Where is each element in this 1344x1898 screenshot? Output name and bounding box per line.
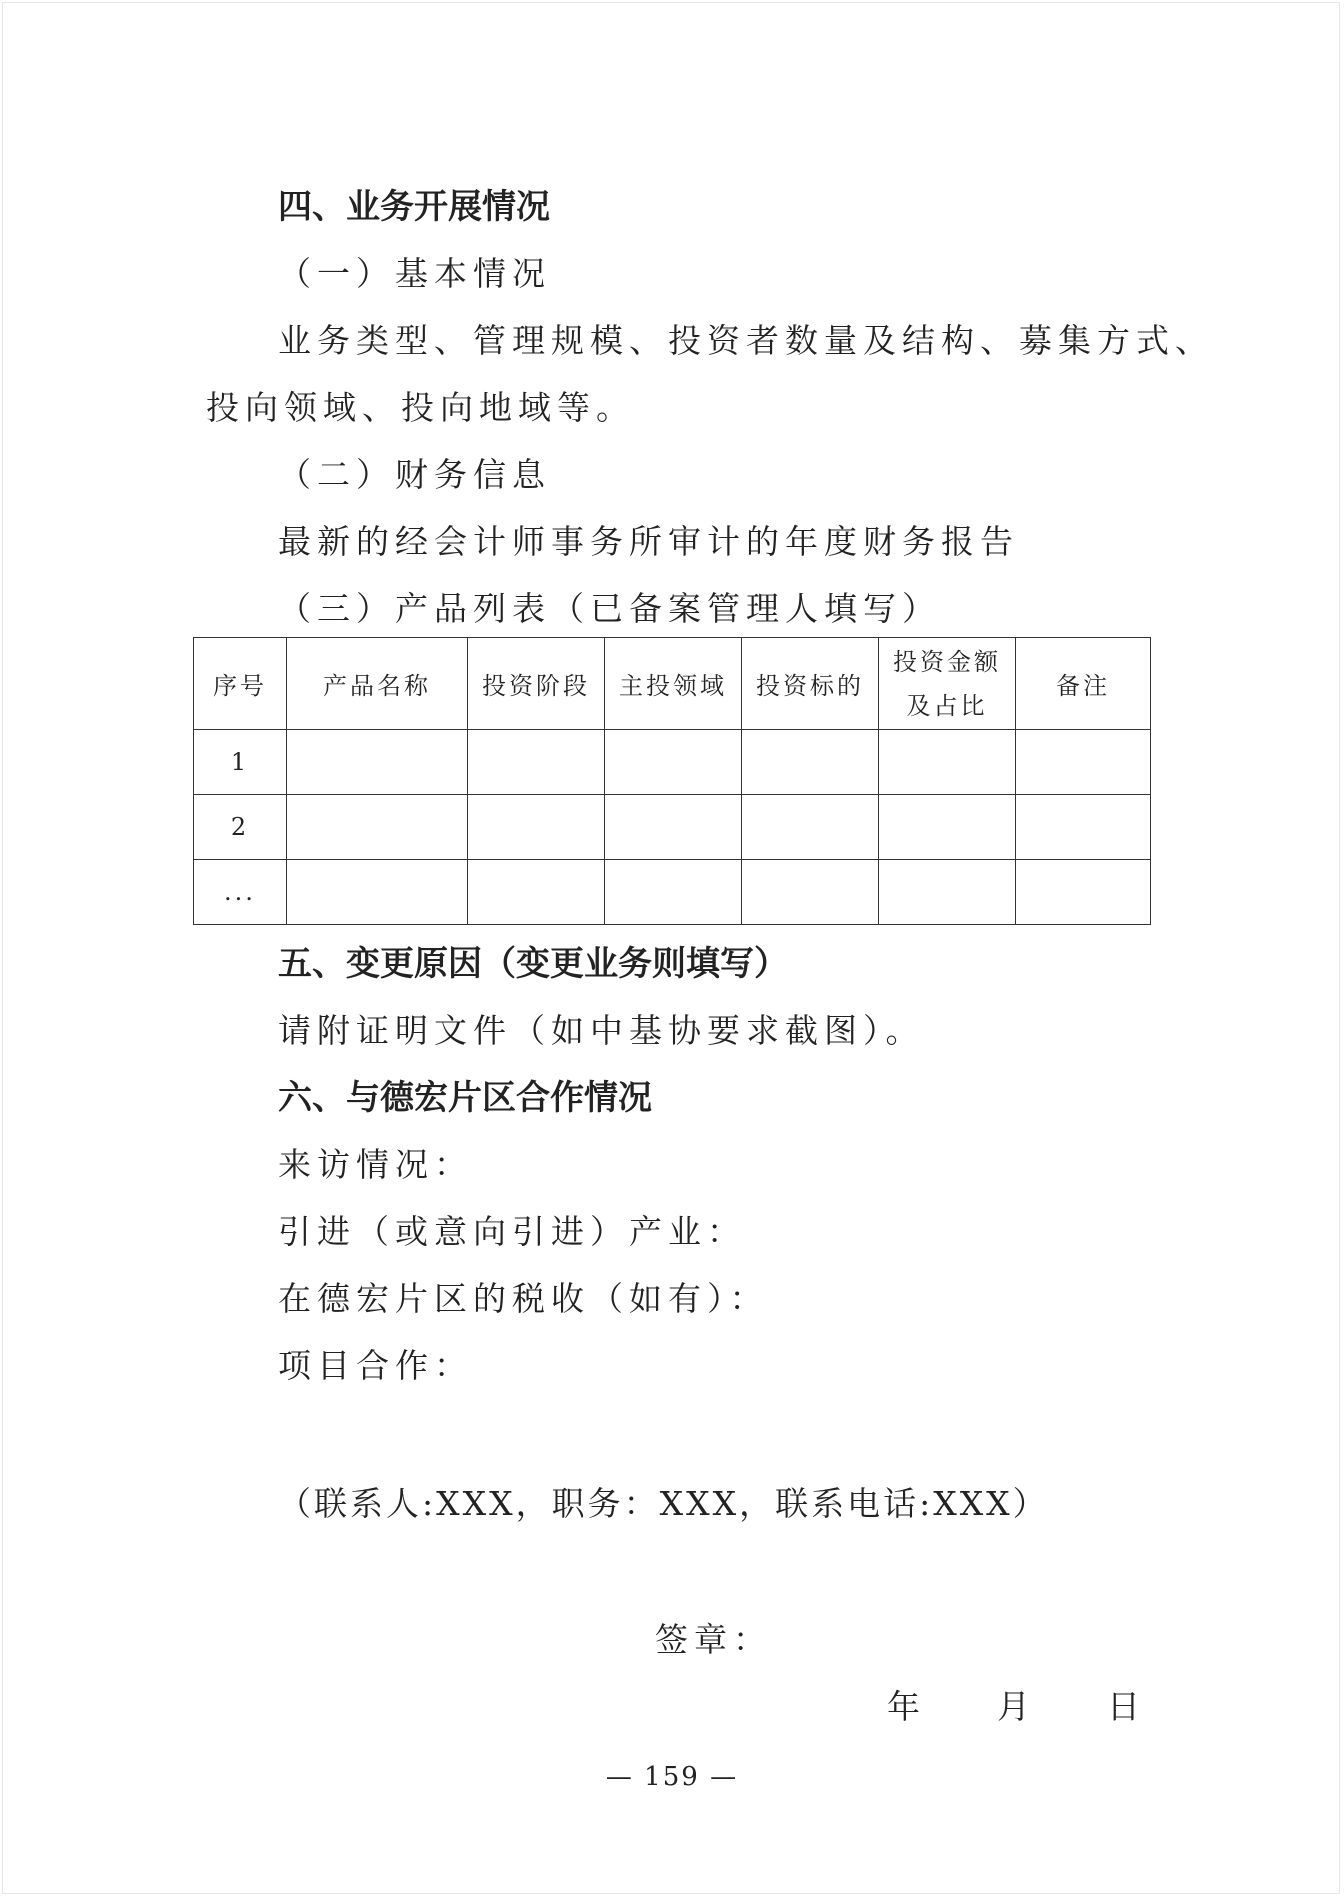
cell-main-field[interactable] — [605, 795, 742, 860]
section6-visits: 来访情况： — [278, 1145, 473, 1184]
cell-product-name[interactable] — [287, 860, 468, 925]
cell-investment-amount[interactable] — [879, 860, 1016, 925]
section4-sub2-title: （二）财务信息 — [278, 455, 551, 494]
date-year: 年 — [887, 1687, 926, 1726]
date-day: 日 — [1107, 1687, 1146, 1726]
table-row — [194, 730, 1151, 795]
table-row — [194, 860, 1151, 925]
header-investment-target: 投资标的 — [742, 638, 879, 730]
section4-sub1-text-line2: 投向领域、投向地域等。 — [206, 388, 635, 427]
row-index: 1 — [194, 730, 287, 795]
section4-title: 四、业务开展情况 — [278, 187, 550, 227]
cell-investment-target[interactable] — [742, 860, 879, 925]
section4-sub1-title: （一）基本情况 — [278, 254, 551, 293]
cell-remarks[interactable] — [1016, 860, 1151, 925]
section5-text: 请附证明文件（如中基协要求截图）。 — [278, 1011, 925, 1050]
cell-remarks[interactable] — [1016, 795, 1151, 860]
contact-info: （联系人:XXX，职务：XXX，联系电话:XXX） — [278, 1484, 1049, 1523]
header-amount-line1: 投资金额 — [893, 647, 1001, 676]
cell-investment-amount[interactable] — [879, 730, 1016, 795]
row-index: ... — [194, 860, 287, 925]
section6-industry: 引进（或意向引进）产业： — [278, 1212, 746, 1251]
row-index: 2 — [194, 795, 287, 860]
cell-remarks[interactable] — [1016, 730, 1151, 795]
header-investment-stage: 投资阶段 — [468, 638, 605, 730]
section6-tax: 在德宏片区的税收（如有）： — [278, 1279, 769, 1318]
section5-title: 五、变更原因（变更业务则填写） — [278, 944, 788, 984]
header-main-field: 主投领域 — [605, 638, 742, 730]
section4-sub1-text-line1: 业务类型、管理规模、投资者数量及结构、募集方式、 — [278, 321, 1214, 360]
header-amount-line2: 及占比 — [906, 691, 988, 720]
table-row — [194, 795, 1151, 860]
cell-investment-target[interactable] — [742, 795, 879, 860]
cell-product-name[interactable] — [287, 795, 468, 860]
section4-sub3-title: （三）产品列表（已备案管理人填写） — [278, 589, 941, 628]
cell-main-field[interactable] — [605, 860, 742, 925]
header-remarks: 备注 — [1016, 638, 1151, 730]
header-index: 序号 — [194, 638, 287, 730]
header-investment-amount — [879, 638, 1016, 730]
cell-investment-stage[interactable] — [468, 860, 605, 925]
section4-sub2-text: 最新的经会计师事务所审计的年度财务报告 — [278, 522, 1019, 561]
cell-investment-target[interactable] — [742, 730, 879, 795]
signature-label: 签章： — [655, 1620, 772, 1659]
cell-investment-stage[interactable] — [468, 795, 605, 860]
cell-product-name[interactable] — [287, 730, 468, 795]
cell-investment-amount[interactable] — [879, 795, 1016, 860]
section6-title: 六、与德宏片区合作情况 — [278, 1078, 652, 1118]
page-number: — 159 — — [605, 1762, 739, 1792]
section6-projects: 项目合作： — [278, 1346, 473, 1385]
table-header-row — [194, 638, 1151, 730]
product-table — [193, 637, 1151, 925]
cell-main-field[interactable] — [605, 730, 742, 795]
cell-investment-stage[interactable] — [468, 730, 605, 795]
header-product-name: 产品名称 — [287, 638, 468, 730]
date-month: 月 — [997, 1687, 1036, 1726]
